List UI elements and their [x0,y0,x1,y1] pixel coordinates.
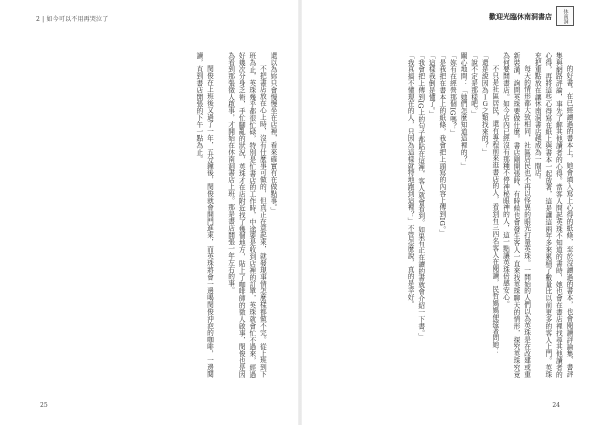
paragraph: 每天的情形都大致相同，社區居民也不再以怪異的眼光打量英珠。一開始的人們以為英珠是在改建或重新裝潢，詢問英珠要做什麼。書店剛開張時，有時候也會發生客人一直來找英珠聊天的情形，探究英珠究竟為何要開書店。如今店內已經沒有那種不停神秘眼神的人，這一點讓英珠倍感安心。 [501,52,531,378]
running-head-left: 2 | 如今可以不用再哭泣了 [36,16,109,23]
paragraph: 不只是社區居民，還有專程前來逛書店的人，看到有三四名客人在閱讀，民哲媽媽便接著問她： [490,65,499,356]
dialogue-line: 「妳有在經營那個IG嗎？」 [448,52,457,137]
chapter-logo-icon [556,6,574,26]
page-number-right: 24 [552,402,560,409]
logo-text: 休南洞 [562,8,569,24]
dialogue-line: 「還是說因為ＩＧ之類找來的？」 [480,52,489,156]
dialogue-line: 「我會把上傳到IG上的句子都貼在這裡，客人就會看到。如果有正在讀的書就會介紹一下書。」 [416,52,425,340]
page-number-left: 25 [40,402,48,409]
paragraph: 的好書。在已經讀過的書本上，她會填入寫上心得的紙條，至於沒讀過的書本，也會閱讀評論集、書評集與網路評論，事先了解其他讀者的心得。當客人問起英珠不知道的書時，她也會在書店裡找尋其他讀者的心得，再將這些心得寫在紙上與書本一起放著，這是讓這兩年多來累積了數量比以前更多的客人上門。英珠充把重點放在讓休南洞書店越成為一間店。 [533,52,573,378]
dialogue-line: 「這樣我倒是懂了。」 [427,52,436,118]
dialogue-line: 「是我把在書本上的紙條，我會把上頭寫的內容上傳到IG。」 [437,52,446,237]
running-head-right: 歡迎光臨休南洞書店 [489,12,552,21]
right-page [300,0,600,425]
paragraph: 閔俊在上班後又過了一年，五分鐘後，閔俊就會開門進來，而英珠將會一邊喝閔俊沖泡的咖啡，一邊閱讀，直到書店開張的下午一點為止。 [194,52,214,378]
dialogue-line: 「說不定是那樣吧。」 [469,52,478,118]
dialogue-line: 關心地問：「她們怎麼知道這裡的？」 [459,52,468,170]
paragraph: 不把書店放在心上時，沒有什麼事可做的，但真正在意起來，就發現事情怎麼樣都做不完。從上班到下班為止，英珠幾乎都很忙碌，特別是忙書店的工作時，中途要是收到店裡的訂單，英珠就會忙不過來，經過好幾次分身乏術，手忙腳亂的狀況，英珠才在店附近找了幾個地方，貼上了咖啡師的徵人啟事，閔俊也是因為看到那張徵人啟事，才開始在休南洞書店上班。那是書店開張一年左右的事。 [226,52,267,378]
right-page-body [322,52,574,378]
dialogue-line: 「我真搞不懂現在的人，只因為這樣就特地跑到這裡？」不管怎麼說，真的是幸好。 [406,52,415,308]
left-page-body [28,52,278,378]
paragraph: 還以為妳只會慢慢坐在店裡，看來確實有在做點事。」 [269,52,277,215]
